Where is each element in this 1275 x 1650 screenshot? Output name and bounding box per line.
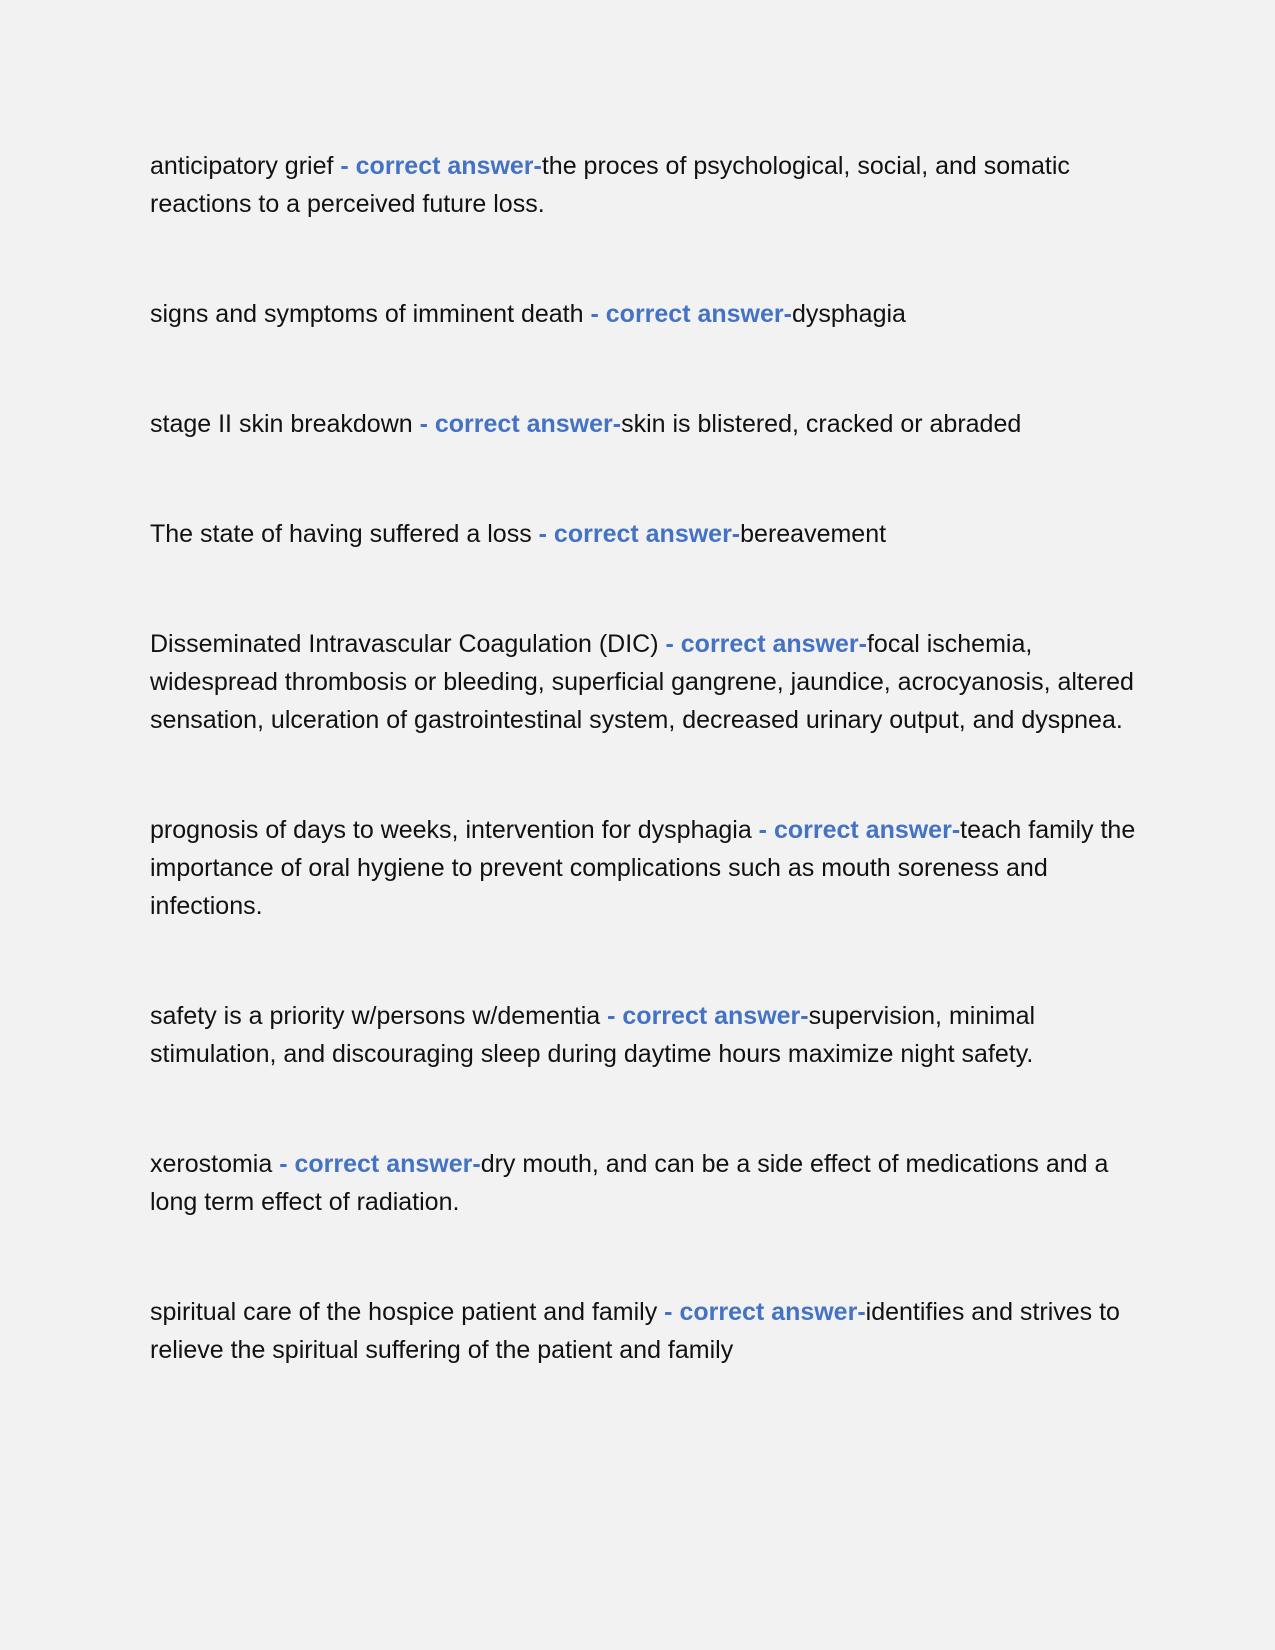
correct-answer-separator: - correct answer- bbox=[600, 1002, 809, 1030]
correct-answer-separator: - correct answer- bbox=[272, 1150, 481, 1178]
entry-definition: dysphagia bbox=[791, 300, 906, 328]
entry-term: Disseminated Intravascular Coagulation (DIC) bbox=[150, 630, 659, 658]
entry-term: signs and symptoms of imminent death bbox=[150, 300, 584, 328]
correct-answer-separator: - correct answer- bbox=[583, 300, 792, 328]
entry-definition: teach family the importance of oral hygiene to prevent complications such as mouth soreness and infections. bbox=[150, 816, 1136, 920]
entry-term: spiritual care of the hospice patient and family bbox=[150, 1298, 658, 1326]
qa-entry bbox=[150, 1293, 1140, 1369]
correct-answer-separator: - correct answer- bbox=[751, 816, 961, 844]
qa-entry bbox=[150, 405, 1140, 443]
qa-entry bbox=[150, 295, 1140, 333]
correct-answer-separator: - correct answer- bbox=[658, 630, 867, 658]
entry-term: stage II skin breakdown bbox=[150, 410, 413, 438]
correct-answer-separator: - correct answer- bbox=[531, 520, 741, 548]
document-page bbox=[150, 147, 1140, 1441]
entry-definition: the proces of psychological, social, and somatic reactions to a perceived future loss. bbox=[150, 152, 1070, 218]
qa-entry bbox=[150, 625, 1140, 739]
qa-entry bbox=[150, 811, 1140, 925]
qa-entry bbox=[150, 147, 1140, 223]
correct-answer-separator: - correct answer- bbox=[657, 1298, 866, 1326]
entry-definition: focal ischemia, widespread thrombosis or bleeding, superficial gangrene, jaundice, acrocyanosis, altered sensation, ulceration of gastrointestinal system, decreased urinary output, and dyspnea. bbox=[150, 630, 1134, 734]
qa-entry bbox=[150, 1145, 1140, 1221]
entry-term: safety is a priority w/persons w/dementia bbox=[150, 1002, 601, 1030]
qa-entry bbox=[150, 997, 1140, 1073]
entry-term: The state of having suffered a loss bbox=[150, 520, 532, 548]
qa-entry bbox=[150, 515, 1140, 553]
entry-definition: supervision, minimal stimulation, and discouraging sleep during daytime hours maximize night safety. bbox=[150, 1002, 1036, 1068]
entry-definition: dry mouth, and can be a side effect of medications and a long term effect of radiation. bbox=[150, 1150, 1109, 1216]
entry-term: xerostomia bbox=[150, 1150, 273, 1178]
entry-definition: skin is blistered, cracked or abraded bbox=[621, 410, 1022, 438]
correct-answer-separator: - correct answer- bbox=[412, 410, 622, 438]
entry-definition: identifies and strives to relieve the spiritual suffering of the patient and family bbox=[150, 1298, 1120, 1364]
entry-term: prognosis of days to weeks, intervention for dysphagia bbox=[150, 816, 752, 844]
correct-answer-separator: - correct answer- bbox=[333, 152, 542, 180]
entry-term: anticipatory grief bbox=[150, 152, 334, 180]
entry-definition: bereavement bbox=[740, 520, 887, 548]
